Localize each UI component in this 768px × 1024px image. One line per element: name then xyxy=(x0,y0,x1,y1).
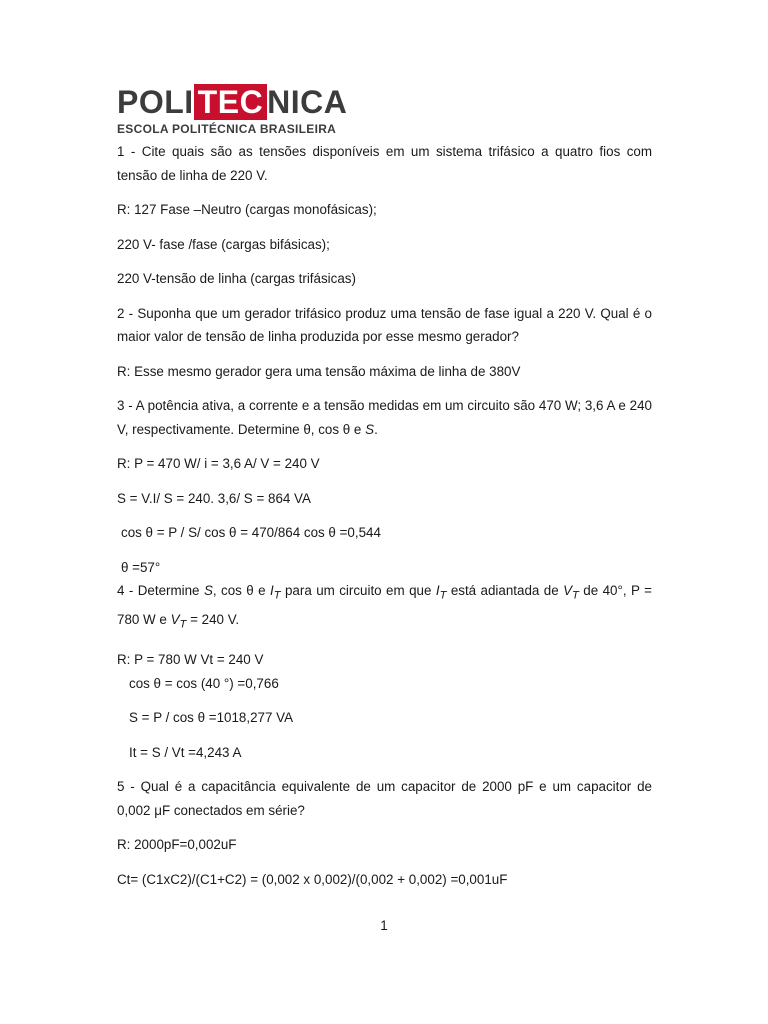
q4-sub-t-1: T xyxy=(273,589,281,602)
politecnica-logo xyxy=(117,84,347,136)
logo-word-b: TEC xyxy=(194,84,268,120)
question-5: 5 - Qual é a capacitância equivalente de um capacitor de 2000 pF e um capacitor de 0,002 μF conectados em série? xyxy=(117,779,652,818)
q4-text-2: , cos θ e xyxy=(212,583,266,598)
answer-4-line-4: It = S / Vt =4,243 A xyxy=(129,744,242,760)
logo-wordmark xyxy=(117,84,347,120)
q4-var-vt: V xyxy=(563,583,573,598)
q4-sub-t-2: T xyxy=(439,589,447,602)
logo-word-c: NICA xyxy=(267,84,348,120)
question-3-end: . xyxy=(374,421,378,437)
q4-var-vt-2: V xyxy=(170,612,180,628)
q4-sub-t-4: T xyxy=(179,618,187,631)
q4-text-1: 4 - Determine xyxy=(117,583,200,598)
question-3 xyxy=(117,394,652,441)
question-4 xyxy=(117,579,652,637)
question-3-text: 3 - A potência ativa, a corrente e a tensão medidas em um circuito são 470 W; 3,6 A e 240 V, respectivamente. Determine θ, cos θ e xyxy=(117,398,652,437)
document-body xyxy=(117,140,652,902)
answer-4-line-3: S = P / cos θ =1018,277 VA xyxy=(129,710,294,726)
answer-4-line-1: R: P = 780 W Vt = 240 V xyxy=(117,652,264,668)
answer-4-line-2: cos θ = cos (40 °) =0,766 xyxy=(129,675,279,691)
logo-word-a: POLI xyxy=(117,84,194,120)
page-number: 1 xyxy=(380,918,388,933)
q4-text-6: = 240 V. xyxy=(190,612,240,628)
answer-1-line-3: 220 V-tensão de linha (cargas trifásicas) xyxy=(117,271,356,286)
answer-2-line-1: R: Esse mesmo gerador gera uma tensão máxima de linha de 380V xyxy=(117,363,521,379)
q4-var-s: S xyxy=(203,583,213,598)
answer-3-line-2: S = V.I/ S = 240. 3,6/ S = 864 VA xyxy=(117,490,311,506)
question-2: 2 - Suponha que um gerador trifásico produz uma tensão de fase igual a 220 V. Qual é o maior valor de tensão de linha produzida por esse mesmo gerador? xyxy=(117,305,652,344)
answer-5-line-1: R: 2000pF=0,002uF xyxy=(117,837,237,853)
q4-var-it-2: I xyxy=(435,583,440,598)
logo-subtitle: ESCOLA POLITÉCNICA BRASILEIRA xyxy=(117,122,337,136)
q4-text-3: para um circuito em que xyxy=(284,583,432,598)
answer-3-line-3: cos θ = P / S/ cos θ = 470/864 cos θ =0,544 xyxy=(121,525,381,540)
answer-3-line-1: R: P = 470 W/ i = 3,6 A/ V = 240 V xyxy=(117,456,320,471)
question-3-var-s: S xyxy=(365,421,375,437)
answer-1-line-2: 220 V- fase /fase (cargas bifásicas); xyxy=(117,236,330,252)
q4-text-4: está adiantada de xyxy=(450,583,559,598)
q4-sub-t-3: T xyxy=(572,589,579,602)
answer-5-line-2: Ct= (C1xC2)/(C1+C2) = (0,002 x 0,002)/(0,002 + 0,002) =0,001uF xyxy=(117,871,508,887)
q4-var-it: I xyxy=(270,583,274,598)
q4-text-5: de 40°, P = 780 W e xyxy=(117,583,652,628)
answer-3-line-4: θ =57° xyxy=(121,559,161,575)
answer-1-line-1: R: 127 Fase –Neutro (cargas monofásicas); xyxy=(117,202,377,217)
question-1: 1 - Cite quais são as tensões disponíveis em um sistema trifásico a quatro fios com tensão de linha de 220 V. xyxy=(117,144,652,183)
